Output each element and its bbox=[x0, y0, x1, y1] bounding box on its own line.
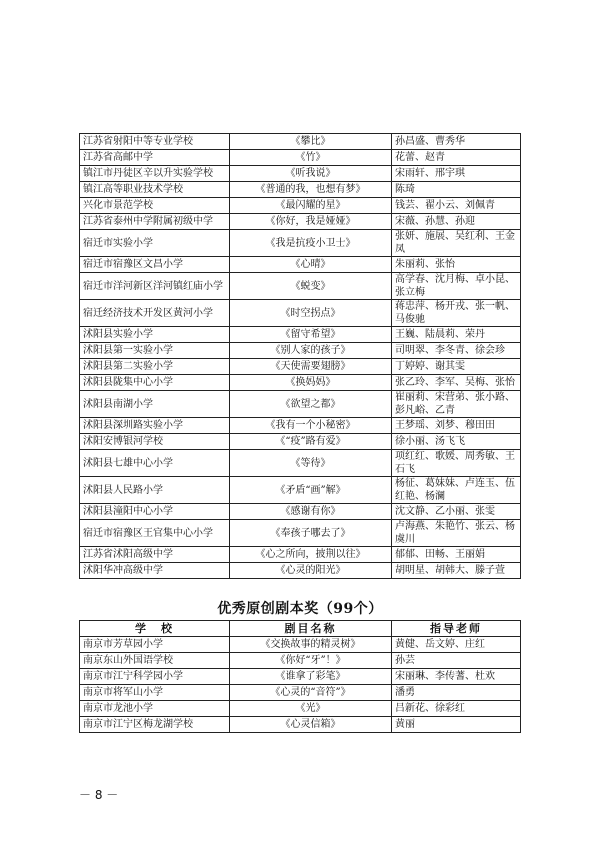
table-row bbox=[80, 198, 521, 214]
table-row bbox=[80, 450, 521, 477]
table-row bbox=[80, 273, 521, 300]
table-row bbox=[80, 717, 521, 733]
play-title-cell: 《竹》 bbox=[230, 150, 392, 166]
play-title-cell: 《攀比》 bbox=[230, 134, 392, 150]
table-row bbox=[80, 653, 521, 669]
table-row bbox=[80, 327, 521, 343]
teachers-cell: 张妍、施展、吴红利、王金凤 bbox=[392, 230, 521, 257]
table-row bbox=[80, 520, 521, 547]
school-cell: 沭阳县实验小学 bbox=[80, 327, 230, 343]
teachers-cell: 沈文静、乙小丽、张雯 bbox=[392, 504, 521, 520]
table-row bbox=[80, 300, 521, 327]
table-row bbox=[80, 563, 521, 579]
header-school: 学 校 bbox=[80, 621, 230, 637]
table-header-row bbox=[80, 621, 521, 637]
play-title-cell: 《心灵信箱》 bbox=[230, 717, 392, 733]
school-cell: 沭阳县七雄中心小学 bbox=[80, 450, 230, 477]
teachers-cell: 宋丽琳、李传蓍、杜欢 bbox=[392, 669, 521, 685]
play-title-cell: 《心灵的“音符”》 bbox=[230, 685, 392, 701]
play-title-cell: 《光》 bbox=[230, 701, 392, 717]
school-cell: 江苏省射阳中等专业学校 bbox=[80, 134, 230, 150]
play-title-cell: 《奉孩子哪去了》 bbox=[230, 520, 392, 547]
teachers-cell: 宋雨轩、邢宇琪 bbox=[392, 166, 521, 182]
teachers-cell: 徐小丽、汤飞飞 bbox=[392, 434, 521, 450]
school-cell: 宿迁市洋河新区洋河镇红庙小学 bbox=[80, 273, 230, 300]
school-cell: 镇江高等职业技术学校 bbox=[80, 182, 230, 198]
table-row bbox=[80, 504, 521, 520]
teachers-cell: 黄健、岳文婷、庄红 bbox=[392, 637, 521, 653]
play-title-cell: 《蜕变》 bbox=[230, 273, 392, 300]
play-title-cell: 《时空拐点》 bbox=[230, 300, 392, 327]
school-cell: 江苏省沭阳高级中学 bbox=[80, 547, 230, 563]
school-cell: 沭阳县深圳路实验小学 bbox=[80, 418, 230, 434]
school-cell: 宿迁市宿豫区王官集中心小学 bbox=[80, 520, 230, 547]
play-title-cell: 《矛盾“画”解》 bbox=[230, 477, 392, 504]
teachers-cell: 蒋忠萍、杨开戎、张一帆、马俊驰 bbox=[392, 300, 521, 327]
school-cell: 南京市江宁区梅龙湖学校 bbox=[80, 717, 230, 733]
table-row bbox=[80, 418, 521, 434]
school-cell: 南京市将军山小学 bbox=[80, 685, 230, 701]
award-table-bottom bbox=[79, 620, 521, 733]
school-cell: 宿迁市实验小学 bbox=[80, 230, 230, 257]
teachers-cell: 花蕾、赵青 bbox=[392, 150, 521, 166]
table-row bbox=[80, 434, 521, 450]
teachers-cell: 胡明星、胡韩大、滕子萱 bbox=[392, 563, 521, 579]
play-title-cell: 《你好“牙”！》 bbox=[230, 653, 392, 669]
table-row bbox=[80, 637, 521, 653]
table-row bbox=[80, 150, 521, 166]
table-row bbox=[80, 477, 521, 504]
school-cell: 沭阳华冲高级中学 bbox=[80, 563, 230, 579]
school-cell: 沭阳县南湖小学 bbox=[80, 391, 230, 418]
school-cell: 沭阳县潼阳中心小学 bbox=[80, 504, 230, 520]
school-cell: 南京市江宁科学园小学 bbox=[80, 669, 230, 685]
play-title-cell: 《心之所向，披荆以往》 bbox=[230, 547, 392, 563]
table-row bbox=[80, 701, 521, 717]
play-title-cell: 《你好，我是娅娅》 bbox=[230, 214, 392, 230]
school-cell: 沭阳安博银河学校 bbox=[80, 434, 230, 450]
play-title-cell: 《天使需要翅膀》 bbox=[230, 359, 392, 375]
play-title-cell: 《换妈妈》 bbox=[230, 375, 392, 391]
table-row bbox=[80, 214, 521, 230]
table-row bbox=[80, 182, 521, 198]
school-cell: 宿迁市宿豫区文昌小学 bbox=[80, 257, 230, 273]
play-title-cell: 《心灵的阳光》 bbox=[230, 563, 392, 579]
table-row bbox=[80, 359, 521, 375]
play-title-cell: 《我有一个小秘密》 bbox=[230, 418, 392, 434]
school-cell: 兴化市景范学校 bbox=[80, 198, 230, 214]
header-play: 剧目名称 bbox=[230, 621, 392, 637]
play-title-cell: 《别人家的孩子》 bbox=[230, 343, 392, 359]
teachers-cell: 王梦瑶、刘梦、穆田田 bbox=[392, 418, 521, 434]
play-title-cell: 《我是抗疫小卫士》 bbox=[230, 230, 392, 257]
teachers-cell: 崔丽莉、宋营弟、张小路、彭凡峪、乙青 bbox=[392, 391, 521, 418]
table-row bbox=[80, 166, 521, 182]
play-title-cell: 《留守希望》 bbox=[230, 327, 392, 343]
table-row bbox=[80, 375, 521, 391]
play-title-cell: 《心晴》 bbox=[230, 257, 392, 273]
school-cell: 南京市芳草园小学 bbox=[80, 637, 230, 653]
teachers-cell: 张乙玲、李军、吴梅、张怡 bbox=[392, 375, 521, 391]
table-row bbox=[80, 230, 521, 257]
school-cell: 南京市龙池小学 bbox=[80, 701, 230, 717]
school-cell: 沭阳县第一实验小学 bbox=[80, 343, 230, 359]
teachers-cell: 孙芸 bbox=[392, 653, 521, 669]
table-row bbox=[80, 343, 521, 359]
teachers-cell: 杨征、葛妹妹、卢连玉、伍红艳、杨澜 bbox=[392, 477, 521, 504]
play-title-cell: 《欲望之都》 bbox=[230, 391, 392, 418]
school-cell: 南京东山外国语学校 bbox=[80, 653, 230, 669]
school-cell: 镇江市丹徒区辛以升实验学校 bbox=[80, 166, 230, 182]
teachers-cell: 潘勇 bbox=[392, 685, 521, 701]
teachers-cell: 卢海燕、朱艳竹、张云、杨虞川 bbox=[392, 520, 521, 547]
teachers-cell: 郁郁、田畅、王丽娟 bbox=[392, 547, 521, 563]
play-title-cell: 《交换故事的精灵树》 bbox=[230, 637, 392, 653]
teachers-cell: 项红红、歌媛、周秀敏、王石飞 bbox=[392, 450, 521, 477]
header-teachers: 指导老师 bbox=[392, 621, 521, 637]
play-title-cell: 《感谢有你》 bbox=[230, 504, 392, 520]
table-row bbox=[80, 547, 521, 563]
school-cell: 江苏省高邮中学 bbox=[80, 150, 230, 166]
table-row bbox=[80, 669, 521, 685]
teachers-cell: 陈琦 bbox=[392, 182, 521, 198]
school-cell: 沭阳县人民路小学 bbox=[80, 477, 230, 504]
play-title-cell: 《听我说》 bbox=[230, 166, 392, 182]
teachers-cell: 孙昌盛、曹秀华 bbox=[392, 134, 521, 150]
play-title-cell: 《谁拿了彩笔》 bbox=[230, 669, 392, 685]
play-title-cell: 《最闪耀的星》 bbox=[230, 198, 392, 214]
play-title-cell: 《等待》 bbox=[230, 450, 392, 477]
table-row bbox=[80, 134, 521, 150]
teachers-cell: 宋薇、孙慧、孙迎 bbox=[392, 214, 521, 230]
school-cell: 江苏省泰州中学附属初级中学 bbox=[80, 214, 230, 230]
teachers-cell: 黄丽 bbox=[392, 717, 521, 733]
teachers-cell: 高学春、沈月梅、卓小昆、张立梅 bbox=[392, 273, 521, 300]
teachers-cell: 丁婷婷、谢其雯 bbox=[392, 359, 521, 375]
page-number: － 8 － bbox=[79, 788, 119, 802]
teachers-cell: 朱丽莉、张怡 bbox=[392, 257, 521, 273]
table-row bbox=[80, 391, 521, 418]
play-title-cell: 《普通的我，也想有梦》 bbox=[230, 182, 392, 198]
table-row bbox=[80, 257, 521, 273]
award-table-top bbox=[79, 133, 521, 579]
play-title-cell: 《“疫”路有爱》 bbox=[230, 434, 392, 450]
school-cell: 沭阳县第二实验小学 bbox=[80, 359, 230, 375]
teachers-cell: 钱芸、翟小云、刘佩青 bbox=[392, 198, 521, 214]
school-cell: 沭阳县陇集中心小学 bbox=[80, 375, 230, 391]
teachers-cell: 王巍、陆晨莉、荣丹 bbox=[392, 327, 521, 343]
school-cell: 宿迁经济技术开发区黄河小学 bbox=[80, 300, 230, 327]
teachers-cell: 司明翠、李冬青、徐会珍 bbox=[392, 343, 521, 359]
table-row bbox=[80, 685, 521, 701]
teachers-cell: 吕新花、徐彩红 bbox=[392, 701, 521, 717]
section-title: 优秀原创剧本奖（99个） bbox=[217, 601, 383, 617]
